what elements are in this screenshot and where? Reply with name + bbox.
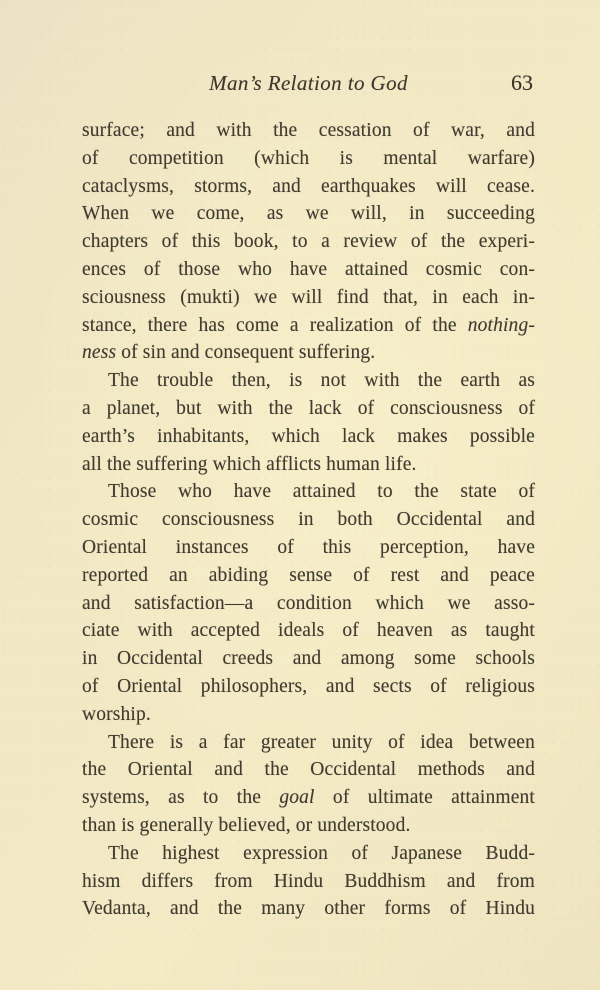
text-segment: hism differs from Hindu Buddhism and from [82,870,535,892]
text-line [82,840,535,868]
text-line [82,590,535,618]
text-segment: When we come, as we will, in succeeding [82,203,535,225]
text-line [82,451,535,479]
paragraph [82,367,535,478]
text-segment: of sin and consequent suffering. [116,342,376,364]
text-line [82,895,535,923]
text-line [82,617,535,645]
italic-text-segment: ness [82,342,117,364]
text-segment: a planet, but with the lack of consciousness of [82,397,535,419]
text-line [82,812,535,840]
text-line [82,645,535,673]
text-segment: of ultimate attainment [314,787,535,809]
italic-text-segment: nothing- [467,314,535,336]
text-segment: than is generally believed, or understood. [82,814,411,836]
text-segment: Vedanta, and the many other forms of Hindu [82,898,535,920]
text-segment: and satisfaction—a condition which we asso- [82,592,535,614]
text-line [82,284,535,312]
text-line [82,200,535,228]
text-segment: sciousness (mukti) we will find that, in each in- [82,286,535,308]
text-segment: There is a far greater unity of idea between [108,731,535,753]
text-line [82,729,535,757]
text-line [82,478,535,506]
text-segment: ences of those who have attained cosmic con- [82,258,535,280]
text-segment: all the suffering which afflicts human life. [82,453,417,475]
text-line [82,339,535,367]
text-line [82,173,535,201]
text-line [82,673,535,701]
text-segment: cataclysms, storms, and earthquakes will cease. [82,175,535,197]
text-line [82,534,535,562]
text-line [82,756,535,784]
text-line [82,784,535,812]
paragraph [82,729,535,840]
text-segment: reported an abiding sense of rest and peace [82,564,535,586]
text-line [82,701,535,729]
text-line [82,868,535,896]
text-segment: worship. [82,703,151,725]
text-segment: chapters of this book, to a review of the experi- [82,231,535,253]
text-line [82,117,535,145]
text-segment: cosmic consciousness in both Occidental and [82,509,535,531]
text-segment: of Oriental philosophers, and sects of religious [82,675,535,697]
text-line [82,228,535,256]
text-segment: Oriental instances of this perception, have [82,536,535,558]
text-segment: surface; and with the cessation of war, and [82,120,535,141]
text-line [82,145,535,173]
text-line [82,562,535,590]
text-segment: stance, there has come a realization of the [82,314,468,336]
text-segment: in Occidental creeds and among some schools [82,648,535,670]
text-line [82,506,535,534]
text-segment: the Oriental and the Occidental methods and [82,759,535,781]
text-line [82,423,535,451]
text-block [82,117,535,923]
text-line [82,367,535,395]
text-segment: Those who have attained to the state of [108,481,535,503]
text-segment: of competition (which is mental warfare) [82,147,535,169]
text-segment: The highest expression of Japanese Budd- [108,842,535,864]
text-line [82,312,535,340]
text-segment: systems, as to the [82,787,280,809]
paragraph [82,840,535,923]
page-number: 63 [511,70,533,95]
text-line [82,395,535,423]
text-segment: The trouble then, is not with the earth as [108,370,535,392]
paragraph [82,117,535,367]
italic-text-segment: goal [279,787,315,809]
text-segment: ciate with accepted ideals of heaven as taught [82,620,535,642]
text-segment: earth’s inhabitants, which lack makes possible [82,425,535,447]
running-header-title: Man’s Relation to God [209,71,408,95]
running-header [82,68,535,98]
text-line [82,256,535,284]
paragraph [82,478,535,728]
